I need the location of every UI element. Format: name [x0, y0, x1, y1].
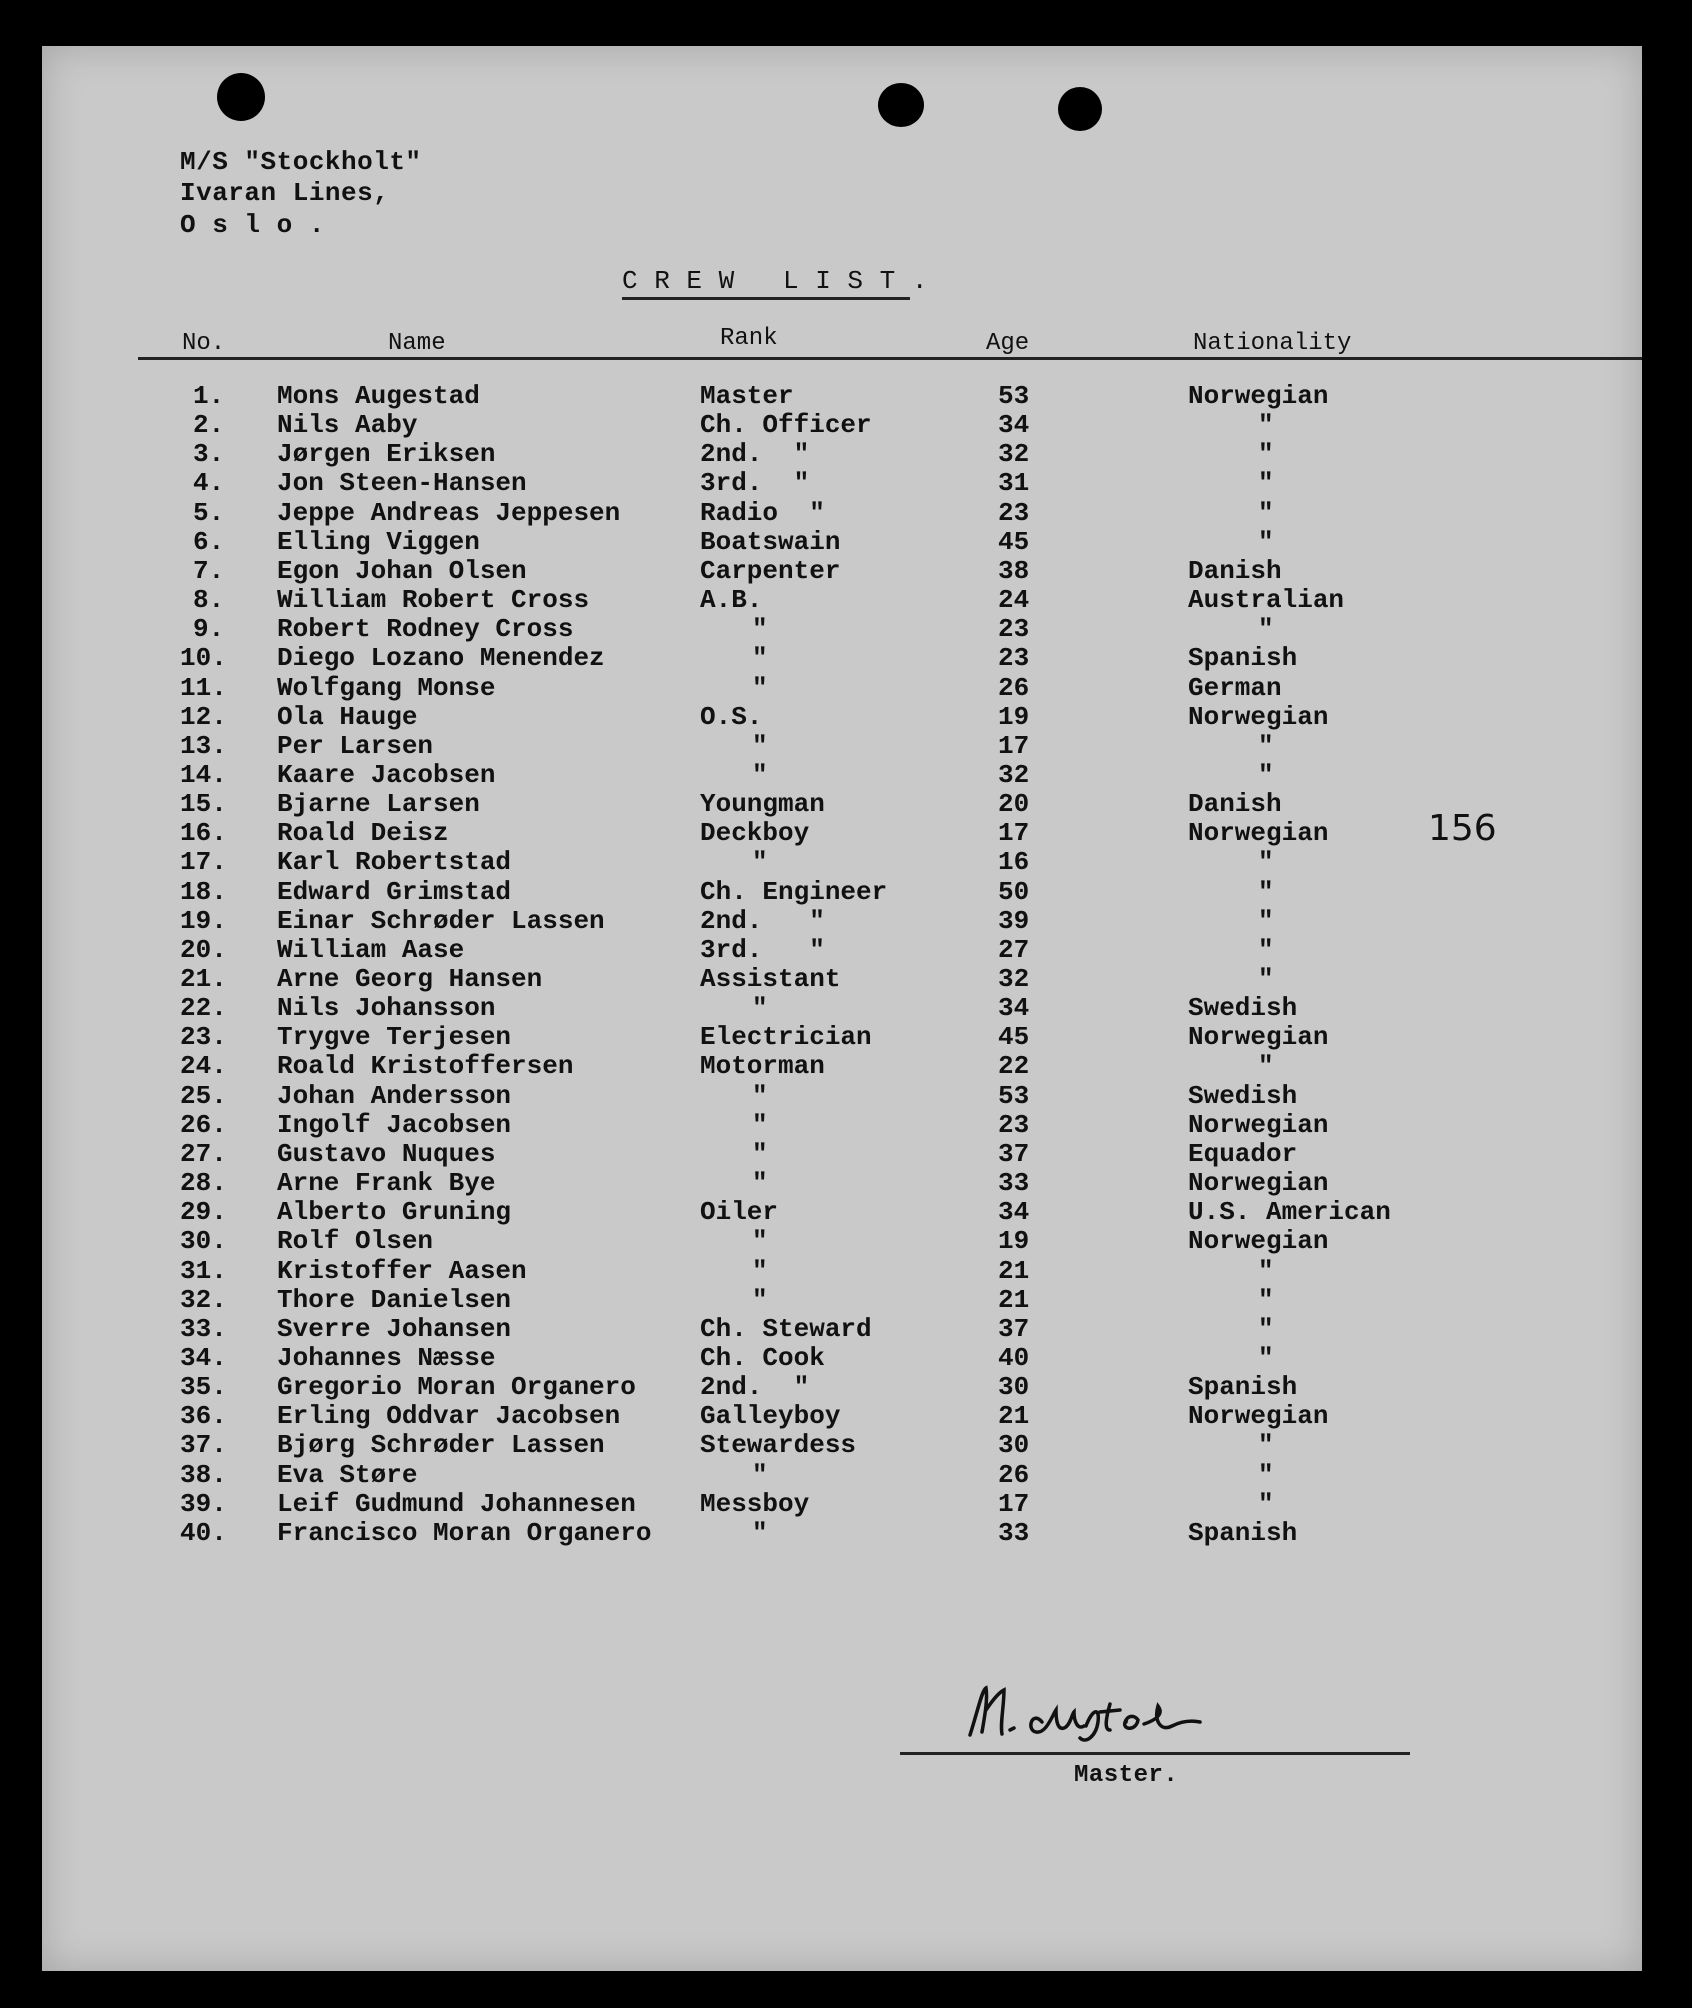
crew-age: 32	[998, 439, 1030, 470]
crew-name: Gustavo Nuques	[277, 1138, 496, 1169]
crew-nationality: Norwegian	[1188, 701, 1329, 732]
crew-rank: Stewardess	[700, 1430, 857, 1461]
crew-rank: Ch. Cook	[700, 1342, 825, 1373]
row-number: 8.	[193, 585, 225, 616]
crew-nationality: Spanish	[1188, 1517, 1298, 1548]
crew-age: 32	[998, 759, 1030, 790]
crew-name: Mons Augestad	[277, 381, 480, 411]
crew-rank: "	[752, 1226, 768, 1257]
crew-nationality: Norwegian	[1188, 818, 1329, 849]
crew-rank: Radio "	[700, 497, 825, 528]
row-number: 24.	[180, 1051, 227, 1082]
table-row	[0, 1226, 1692, 1255]
crew-name: Sverre Johansen	[277, 1313, 512, 1344]
crew-age: 45	[998, 526, 1030, 557]
row-number: 35.	[180, 1372, 227, 1403]
crew-rank: "	[752, 1138, 768, 1169]
table-row	[0, 498, 1692, 527]
crew-rank: "	[752, 1459, 768, 1490]
crew-rank: A.B.	[700, 585, 763, 616]
table-row	[0, 381, 1692, 410]
crew-rank: "	[752, 672, 768, 703]
crew-age: 19	[998, 1226, 1030, 1257]
crew-nationality: "	[1258, 614, 1274, 645]
crew-name: Nils Johansson	[277, 993, 496, 1024]
table-row	[0, 847, 1692, 876]
crew-name: Eva Støre	[277, 1459, 418, 1490]
column-header-rank: Rank	[720, 325, 778, 352]
crew-nationality: Norwegian	[1188, 1226, 1329, 1257]
crew-nationality: Norwegian	[1188, 1168, 1329, 1199]
crew-rank: "	[752, 847, 768, 878]
crew-age: 24	[998, 585, 1030, 616]
crew-name: Thore Danielsen	[277, 1284, 512, 1315]
crew-nationality: "	[1258, 1284, 1274, 1315]
row-number: 11.	[180, 672, 227, 703]
punch-hole	[878, 83, 924, 127]
crew-nationality: "	[1258, 1459, 1274, 1490]
crew-rank: Messboy	[700, 1488, 810, 1519]
crew-name: Karl Robertstad	[277, 847, 512, 878]
crew-rank: Deckboy	[700, 818, 810, 849]
row-number: 27.	[180, 1138, 227, 1169]
crew-name: Alberto Gruning	[277, 1197, 512, 1228]
crew-nationality: Norwegian	[1188, 1109, 1329, 1140]
crew-rank: "	[752, 643, 768, 674]
crew-name: Edward Grimstad	[277, 876, 512, 907]
crew-name: Leif Gudmund Johannesen	[277, 1488, 636, 1519]
row-number: 38.	[180, 1459, 227, 1490]
table-row	[0, 1460, 1692, 1489]
crew-age: 34	[998, 1197, 1030, 1228]
crew-age: 19	[998, 701, 1030, 732]
table-row	[0, 1168, 1692, 1197]
row-number: 21.	[180, 964, 227, 994]
header-rule	[138, 357, 1642, 360]
crew-rank: Ch. Steward	[700, 1313, 872, 1344]
crew-age: 53	[998, 1080, 1030, 1111]
table-row	[0, 1401, 1692, 1430]
crew-age: 26	[998, 672, 1030, 703]
crew-rank: Electrician	[700, 1022, 872, 1053]
crew-name: Roald Deisz	[277, 818, 449, 849]
crew-name: Trygve Terjesen	[277, 1022, 512, 1053]
column-header-name: Name	[388, 330, 446, 357]
row-number: 30.	[180, 1226, 227, 1257]
crew-nationality: Spanish	[1188, 1372, 1298, 1403]
row-number: 29.	[180, 1197, 227, 1228]
crew-rank: "	[752, 1080, 768, 1111]
crew-rank: Master	[700, 381, 794, 411]
crew-nationality: Australian	[1188, 585, 1345, 616]
column-header-age: Age	[986, 330, 1030, 357]
table-row	[0, 1372, 1692, 1401]
row-number: 13.	[180, 730, 227, 761]
row-number: 28.	[180, 1168, 227, 1199]
row-number: 23.	[180, 1022, 227, 1053]
crew-nationality: "	[1258, 1255, 1274, 1286]
crew-age: 31	[998, 468, 1030, 499]
table-row	[0, 1256, 1692, 1285]
table-row	[0, 1489, 1692, 1518]
row-number: 17.	[180, 847, 227, 878]
table-row	[0, 906, 1692, 935]
table-row	[0, 1081, 1692, 1110]
row-number: 36.	[180, 1401, 227, 1432]
row-number: 22.	[180, 993, 227, 1024]
crew-nationality: "	[1258, 847, 1274, 878]
row-number: 18.	[180, 876, 227, 907]
table-row	[0, 877, 1692, 906]
table-row	[0, 673, 1692, 702]
crew-nationality: "	[1258, 905, 1274, 936]
crew-nationality: "	[1258, 1051, 1274, 1082]
crew-nationality: Norwegian	[1188, 1401, 1329, 1432]
crew-name: Kristoffer Aasen	[277, 1255, 527, 1286]
crew-age: 20	[998, 789, 1030, 820]
crew-rank: Assistant	[700, 964, 841, 994]
crew-name: Jeppe Andreas Jeppesen	[277, 497, 621, 528]
row-number: 12.	[180, 701, 227, 732]
master-signature	[960, 1670, 1280, 1750]
crew-nationality: German	[1188, 672, 1282, 703]
table-row	[0, 1314, 1692, 1343]
table-row	[0, 935, 1692, 964]
crew-age: 32	[998, 964, 1030, 994]
crew-age: 21	[998, 1255, 1030, 1286]
row-number: 39.	[180, 1488, 227, 1519]
crew-name: Bjørg Schrøder Lassen	[277, 1430, 605, 1461]
crew-nationality: "	[1258, 1313, 1274, 1344]
signature-line	[900, 1752, 1410, 1755]
crew-age: 16	[998, 847, 1030, 878]
row-number: 34.	[180, 1342, 227, 1373]
table-row	[0, 1139, 1692, 1168]
row-number: 2.	[193, 410, 225, 441]
letterhead-line: Ivaran Lines,	[180, 178, 390, 208]
crew-age: 37	[998, 1138, 1030, 1169]
crew-rank: "	[752, 1168, 768, 1199]
crew-rank: 3rd. "	[700, 468, 810, 499]
crew-name: Egon Johan Olsen	[277, 555, 527, 586]
row-number: 31.	[180, 1255, 227, 1286]
crew-age: 33	[998, 1517, 1030, 1548]
row-number: 10.	[180, 643, 227, 674]
crew-rank: Youngman	[700, 789, 825, 820]
crew-nationality: Norwegian	[1188, 1022, 1329, 1053]
crew-age: 21	[998, 1284, 1030, 1315]
row-number: 40.	[180, 1517, 227, 1548]
crew-name: Gregorio Moran Organero	[277, 1372, 636, 1403]
crew-rank: 2nd. "	[700, 905, 825, 936]
crew-rank: "	[752, 730, 768, 761]
crew-age: 23	[998, 497, 1030, 528]
crew-nationality: "	[1258, 468, 1274, 499]
crew-name: Bjarne Larsen	[277, 789, 480, 820]
crew-rank: 3rd. "	[700, 934, 825, 965]
crew-age: 50	[998, 876, 1030, 907]
crew-age: 30	[998, 1430, 1030, 1461]
crew-nationality: U.S. American	[1188, 1197, 1391, 1228]
crew-nationality: "	[1258, 1488, 1274, 1519]
crew-rank: Oiler	[700, 1197, 779, 1228]
table-row	[0, 1197, 1692, 1226]
crew-rank: O.S.	[700, 701, 763, 732]
crew-name: Ola Hauge	[277, 701, 418, 732]
row-number: 1.	[193, 381, 225, 411]
crew-nationality: Danish	[1188, 789, 1282, 820]
row-number: 33.	[180, 1313, 227, 1344]
crew-age: 30	[998, 1372, 1030, 1403]
crew-nationality: "	[1258, 439, 1274, 470]
crew-age: 38	[998, 555, 1030, 586]
table-row	[0, 643, 1692, 672]
row-number: 14.	[180, 759, 227, 790]
table-row	[0, 731, 1692, 760]
crew-age: 21	[998, 1401, 1030, 1432]
crew-nationality: "	[1258, 1430, 1274, 1461]
table-row	[0, 1110, 1692, 1139]
table-row	[0, 1430, 1692, 1459]
crew-name: Arne Georg Hansen	[277, 964, 543, 994]
crew-name: Einar Schrøder Lassen	[277, 905, 605, 936]
crew-name: Nils Aaby	[277, 410, 418, 441]
crew-nationality: "	[1258, 964, 1274, 994]
crew-rank: 2nd. "	[700, 439, 810, 470]
crew-rank: Carpenter	[700, 555, 841, 586]
crew-age: 22	[998, 1051, 1030, 1082]
crew-name: Arne Frank Bye	[277, 1168, 496, 1199]
table-row	[0, 964, 1692, 993]
crew-rank: "	[752, 1109, 768, 1140]
letterhead-city: O s l o .	[180, 210, 325, 240]
crew-rank: "	[752, 1255, 768, 1286]
crew-nationality: "	[1258, 934, 1274, 965]
row-number: 3.	[193, 439, 225, 470]
crew-age: 40	[998, 1342, 1030, 1373]
table-row	[0, 614, 1692, 643]
page-title: C R E W L I S T .	[622, 266, 928, 296]
crew-age: 34	[998, 410, 1030, 441]
table-row	[0, 1285, 1692, 1314]
table-row	[0, 1518, 1692, 1547]
table-row	[0, 585, 1692, 614]
crew-rank: Motorman	[700, 1051, 825, 1082]
crew-age: 27	[998, 934, 1030, 965]
crew-name: Roald Kristoffersen	[277, 1051, 574, 1082]
row-number: 26.	[180, 1109, 227, 1140]
table-row	[0, 439, 1692, 468]
letterhead-ship: M/S "Stockholt"	[180, 147, 422, 177]
table-row	[0, 1051, 1692, 1080]
crew-name: Ingolf Jacobsen	[277, 1109, 512, 1140]
crew-age: 23	[998, 614, 1030, 645]
crew-nationality: Swedish	[1188, 993, 1298, 1024]
row-number: 16.	[180, 818, 227, 849]
punch-hole	[217, 73, 265, 121]
crew-age: 26	[998, 1459, 1030, 1490]
table-row	[0, 993, 1692, 1022]
crew-nationality: "	[1258, 526, 1274, 557]
table-row	[0, 410, 1692, 439]
crew-nationality: Equador	[1188, 1138, 1298, 1169]
crew-rank: 2nd. "	[700, 1372, 810, 1403]
crew-nationality: Norwegian	[1188, 381, 1329, 411]
crew-nationality: "	[1258, 876, 1274, 907]
crew-name: Jørgen Eriksen	[277, 439, 496, 470]
crew-nationality: "	[1258, 1342, 1274, 1373]
crew-name: Johan Andersson	[277, 1080, 512, 1111]
crew-name: Jon Steen-Hansen	[277, 468, 527, 499]
table-row	[0, 760, 1692, 789]
page-number: 156	[1428, 808, 1497, 849]
crew-name: William Aase	[277, 934, 465, 965]
crew-nationality: "	[1258, 497, 1274, 528]
crew-nationality: "	[1258, 730, 1274, 761]
row-number: 20.	[180, 934, 227, 965]
crew-name: Kaare Jacobsen	[277, 759, 496, 790]
crew-rank: Ch. Officer	[700, 410, 872, 441]
crew-rank: "	[752, 1284, 768, 1315]
crew-rank: Ch. Engineer	[700, 876, 888, 907]
row-number: 37.	[180, 1430, 227, 1461]
crew-nationality: Swedish	[1188, 1080, 1298, 1111]
row-number: 32.	[180, 1284, 227, 1315]
table-row	[0, 1022, 1692, 1051]
crew-nationality: Spanish	[1188, 643, 1298, 674]
crew-name: Diego Lozano Menendez	[277, 643, 605, 674]
crew-age: 17	[998, 730, 1030, 761]
crew-name: Per Larsen	[277, 730, 434, 761]
title-underline	[622, 297, 910, 300]
punch-hole	[1058, 87, 1102, 131]
crew-rank: "	[752, 614, 768, 645]
crew-name: Robert Rodney Cross	[277, 614, 574, 645]
table-row	[0, 468, 1692, 497]
crew-rank: "	[752, 1517, 768, 1548]
crew-rank: "	[752, 993, 768, 1024]
row-number: 6.	[193, 526, 225, 557]
crew-age: 37	[998, 1313, 1030, 1344]
row-number: 4.	[193, 468, 225, 499]
crew-nationality: "	[1258, 759, 1274, 790]
signature-caption: Master.	[1074, 1762, 1179, 1789]
row-number: 7.	[193, 555, 225, 586]
crew-name: Erling Oddvar Jacobsen	[277, 1401, 621, 1432]
row-number: 25.	[180, 1080, 227, 1111]
crew-age: 39	[998, 905, 1030, 936]
crew-name: Wolfgang Monse	[277, 672, 496, 703]
table-row	[0, 702, 1692, 731]
table-row	[0, 527, 1692, 556]
crew-name: Francisco Moran Organero	[277, 1517, 652, 1548]
crew-age: 17	[998, 1488, 1030, 1519]
crew-rank: Galleyboy	[700, 1401, 841, 1432]
crew-name: Elling Viggen	[277, 526, 480, 557]
crew-age: 23	[998, 643, 1030, 674]
crew-rank: "	[752, 759, 768, 790]
table-row	[0, 556, 1692, 585]
crew-name: Johannes Næsse	[277, 1342, 496, 1373]
crew-age: 53	[998, 381, 1030, 411]
column-header-nationality: Nationality	[1193, 330, 1352, 357]
crew-name: Rolf Olsen	[277, 1226, 434, 1257]
crew-name: William Robert Cross	[277, 585, 590, 616]
crew-nationality: "	[1258, 410, 1274, 441]
table-row	[0, 1343, 1692, 1372]
crew-age: 34	[998, 993, 1030, 1024]
crew-nationality: Danish	[1188, 555, 1282, 586]
row-number: 15.	[180, 789, 227, 820]
crew-rank: Boatswain	[700, 526, 841, 557]
row-number: 19.	[180, 905, 227, 936]
crew-age: 33	[998, 1168, 1030, 1199]
crew-age: 45	[998, 1022, 1030, 1053]
row-number: 9.	[193, 614, 225, 645]
crew-age: 23	[998, 1109, 1030, 1140]
column-header-no: No.	[182, 330, 226, 357]
row-number: 5.	[193, 497, 225, 528]
crew-age: 17	[998, 818, 1030, 849]
